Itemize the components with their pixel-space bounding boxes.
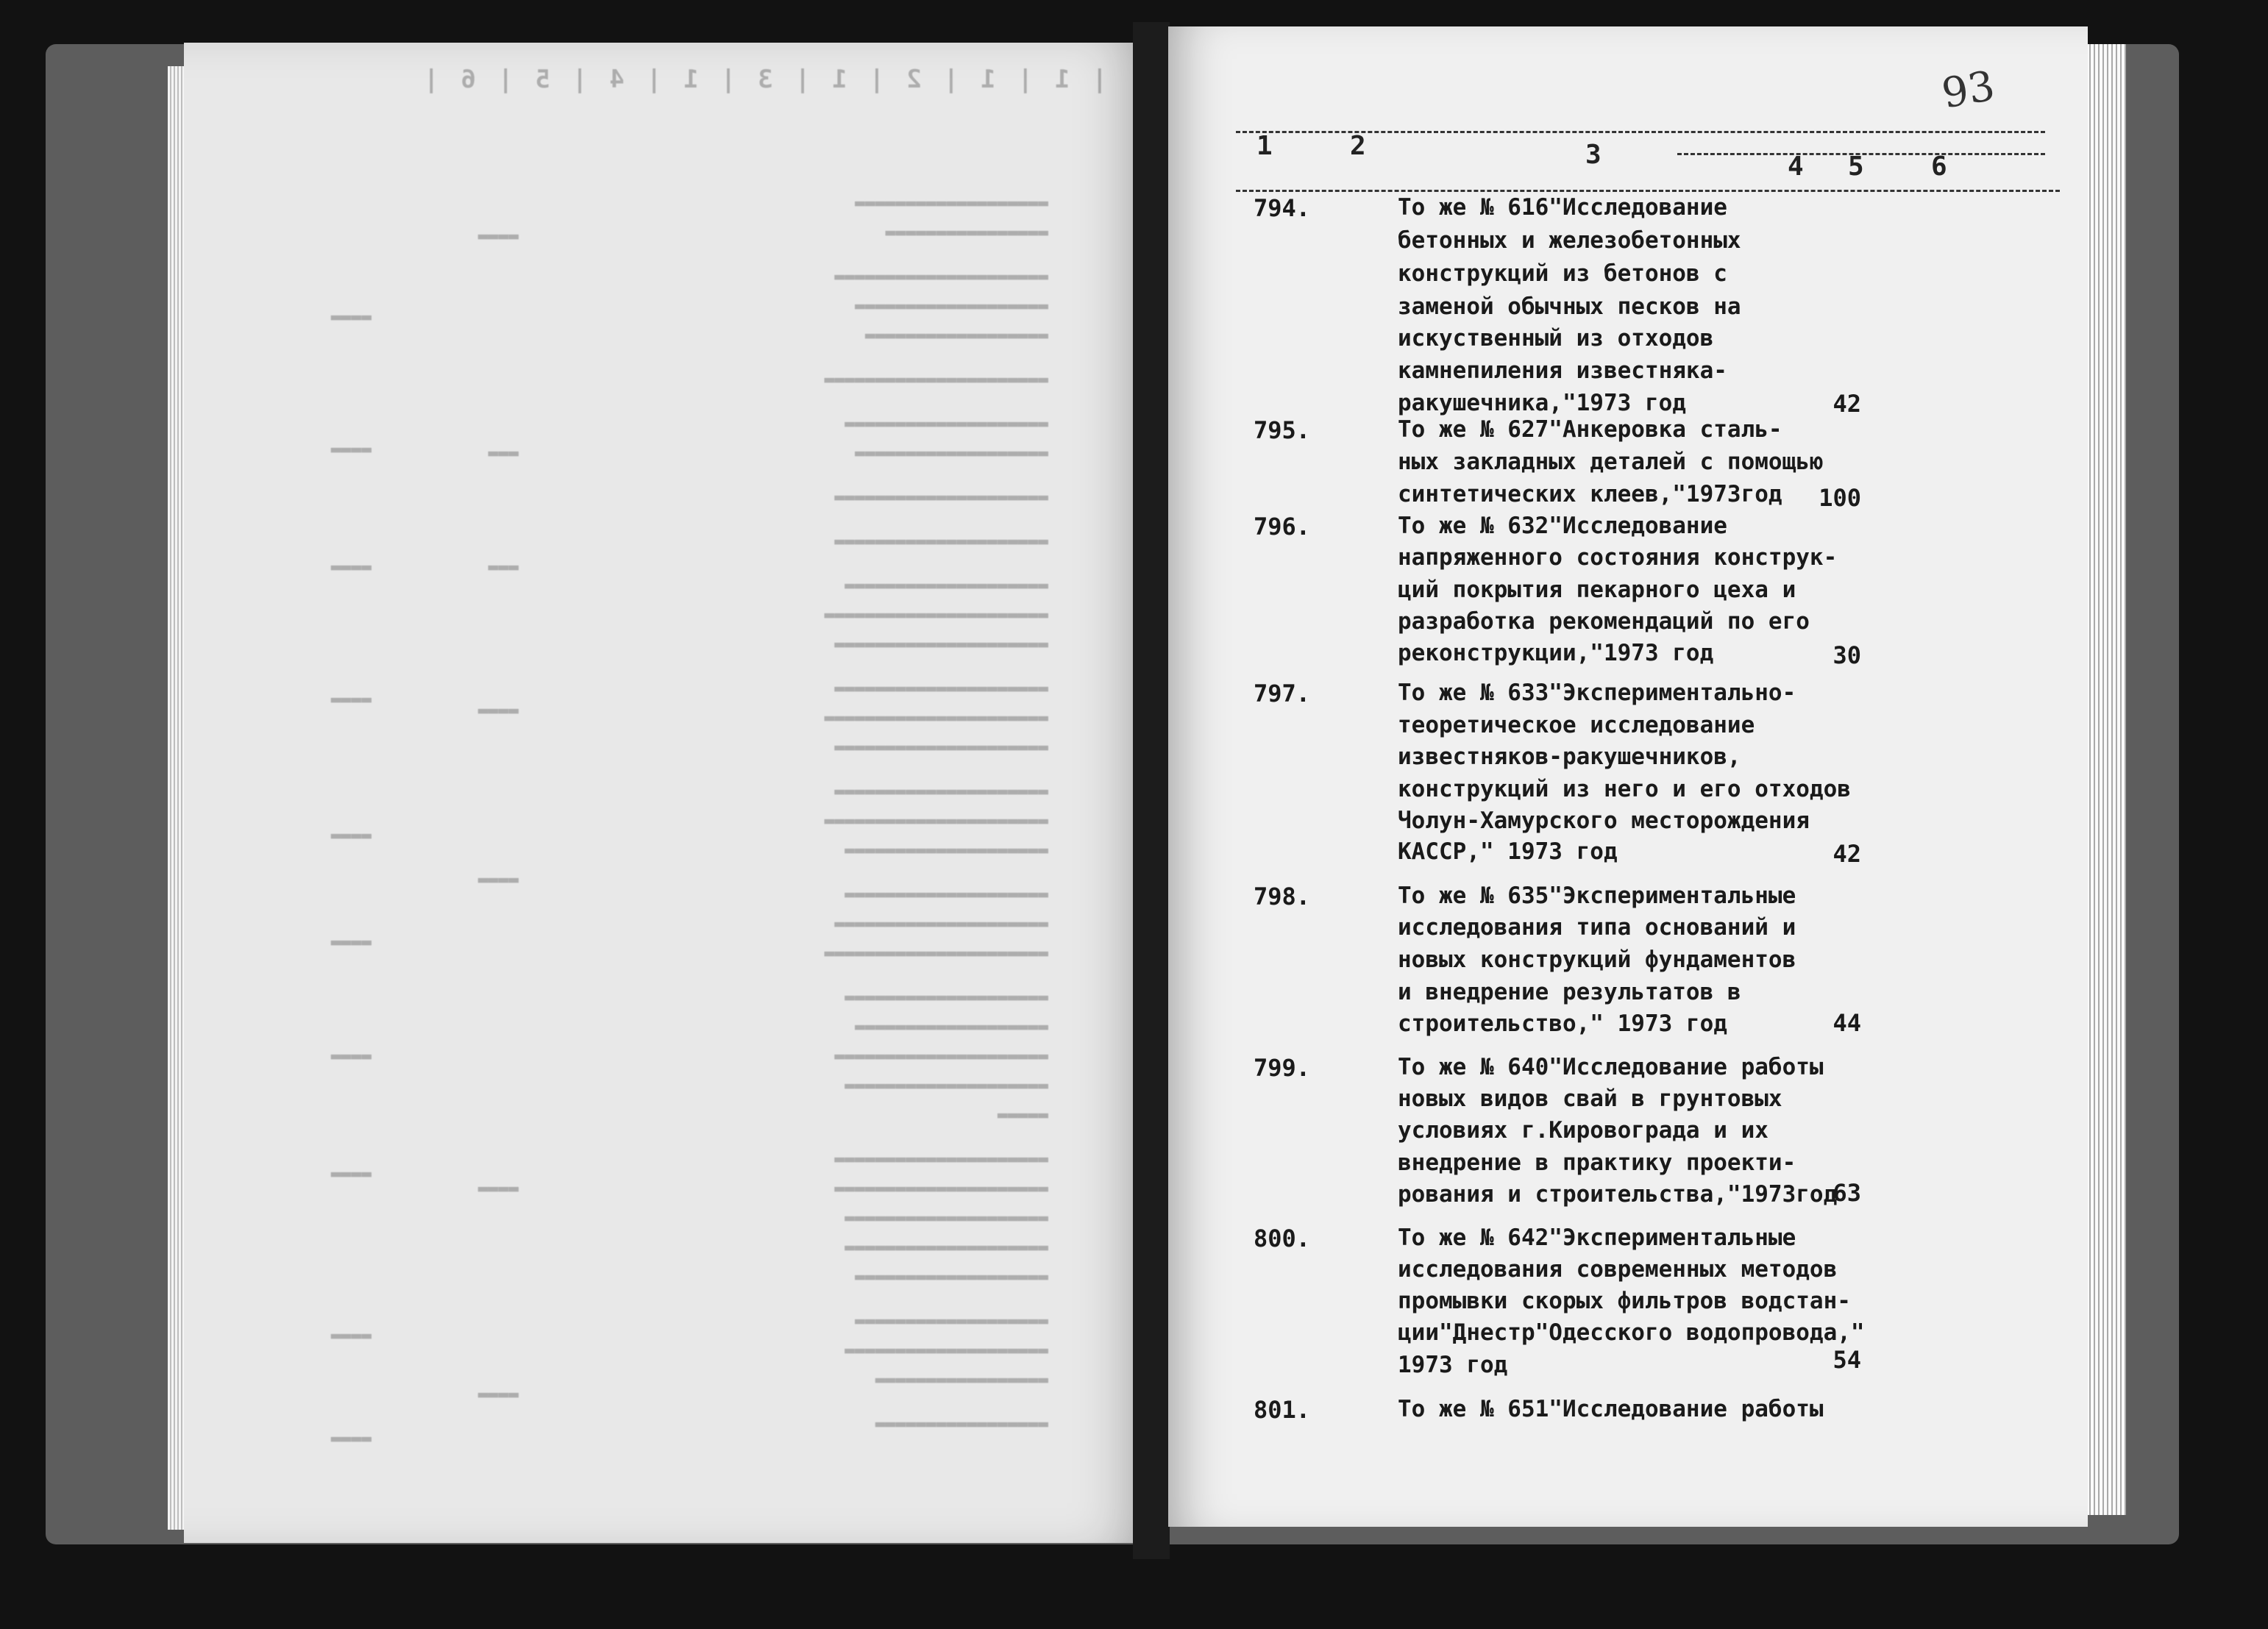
entry-number: 794. xyxy=(1254,194,1311,222)
entry-text-line: ции"Днестр"Одесского водопровода," xyxy=(1398,1319,1865,1346)
entry-text-line: и внедрение результатов в xyxy=(1398,979,1741,1005)
entry-value: 63 xyxy=(1832,1179,1861,1207)
entry-text-line: 1973 год xyxy=(1398,1352,1508,1378)
entry-number: 801. xyxy=(1254,1396,1311,1424)
entry-number: 800. xyxy=(1254,1225,1311,1252)
column-header-2: 2 xyxy=(1350,131,1366,161)
entry-text-line: То же № 642"Экспериментальные xyxy=(1398,1225,1796,1251)
entry-text-line: синтетических клеев,"1973год xyxy=(1398,481,1782,507)
entry-text-line: промывки скорых фильтров водстан- xyxy=(1398,1288,1851,1314)
entry-number: 799. xyxy=(1254,1054,1311,1082)
entry-text-line: условиях г.Кировограда и их xyxy=(1398,1117,1768,1144)
column-header-4: 4 xyxy=(1788,152,1804,182)
entry-text-line: исследования типа оснований и xyxy=(1398,914,1796,941)
entry-number: 795. xyxy=(1254,416,1311,444)
entry-text-line: конструкций из него и его отходов xyxy=(1398,776,1851,802)
header-rule-bottom xyxy=(1236,190,2060,192)
entry-text-line: бетонных и железобетонных xyxy=(1398,227,1741,254)
entry-text-line: теоретическое исследование xyxy=(1398,712,1755,738)
entry-text-line: То же № 627"Анкеровка сталь- xyxy=(1398,416,1782,443)
entry-value: 42 xyxy=(1832,840,1861,868)
entry-value: 30 xyxy=(1832,641,1861,669)
entry-text-line: внедрение в практику проекти- xyxy=(1398,1149,1796,1176)
entry-text-line: камнепиления известняка- xyxy=(1398,357,1727,384)
entry-text-line: ций покрытия пекарного цеха и xyxy=(1398,577,1796,603)
column-header-5: 5 xyxy=(1848,152,1864,182)
entry-text-line: реконструкции,"1973 год xyxy=(1398,640,1714,666)
entry-text-line: напряженного состояния конструк- xyxy=(1398,544,1838,571)
entry-text-line: То же № 632"Исследование xyxy=(1398,513,1727,539)
entry-number: 797. xyxy=(1254,680,1311,707)
entry-number: 796. xyxy=(1254,513,1311,541)
entry-text-line: Чолун-Хамурского месторождения xyxy=(1398,808,1810,834)
entry-text-line: строительство," 1973 год xyxy=(1398,1010,1727,1037)
entry-text-line: конструкций из бетонов с xyxy=(1398,260,1727,287)
entry-value: 54 xyxy=(1832,1346,1861,1374)
entry-text-line: рования и строительства,"1973год xyxy=(1398,1181,1838,1208)
entry-text-line: новых видов свай в грунтовых xyxy=(1398,1086,1782,1112)
entry-number: 798. xyxy=(1254,883,1311,910)
entry-text-line: То же № 635"Экспериментальные xyxy=(1398,883,1796,909)
entry-value: 42 xyxy=(1832,390,1861,418)
entry-text-line: То же № 633"Экспериментально- xyxy=(1398,680,1796,706)
column-header-3: 3 xyxy=(1585,140,1602,170)
entry-text-line: То же № 640"Исследование работы xyxy=(1398,1054,1824,1080)
entry-text-line: ных закладных деталей с помощью xyxy=(1398,449,1824,475)
entry-text-line: исследования современных методов xyxy=(1398,1256,1838,1283)
entry-text-line: разработка рекомендаций по его xyxy=(1398,608,1810,635)
entry-text-line: искуственный из отходов xyxy=(1398,325,1714,352)
entry-text-line: новых конструкций фундаментов xyxy=(1398,947,1796,973)
entry-text-line: То же № 651"Исследование работы xyxy=(1398,1396,1824,1422)
entry-text-line: ракушечника,"1973 год xyxy=(1398,390,1686,416)
column-header-1: 1 xyxy=(1256,131,1273,161)
entry-text-line: То же № 616"Исследование xyxy=(1398,194,1727,221)
entry-value: 44 xyxy=(1832,1009,1861,1037)
entry-text-line: известняков-ракушечников, xyxy=(1398,744,1741,770)
left-page-bleed-through: |1|1|2|1|3|1|4|5|6| ▬▬▬▬▬▬▬▬▬▬▬▬▬▬▬▬▬▬▬ ▬▬▬▬▬▬▬▬▬▬▬▬▬▬▬▬ ▬▬▬▬▬▬▬▬▬▬▬▬▬▬▬▬▬▬▬▬▬ ▬▬▬▬▬▬▬▬▬▬▬▬▬▬▬▬▬▬▬ ▬▬▬▬▬▬▬▬▬▬▬▬▬▬▬▬▬▬ ▬▬▬▬▬▬▬▬▬▬▬▬▬▬▬▬▬▬▬▬▬▬ ▬▬▬▬▬▬▬▬▬▬▬▬▬▬▬▬▬▬▬▬ ▬▬▬▬▬▬▬▬▬▬▬▬▬▬▬▬▬▬▬ ▬▬▬▬▬▬▬▬▬▬▬▬▬▬▬▬▬▬▬▬▬ ▬▬▬▬▬▬▬▬▬▬▬▬▬▬▬▬▬▬▬▬▬ ▬▬▬▬▬▬▬▬▬▬▬▬▬▬▬▬▬▬▬▬ ▬▬▬▬▬▬▬▬▬▬▬▬▬▬▬▬▬▬▬▬▬▬ ▬▬▬▬▬▬▬▬▬▬▬▬▬▬▬▬▬▬▬▬▬ ▬▬▬▬▬▬▬▬▬▬▬▬▬▬▬▬▬▬▬▬▬ ▬▬▬▬▬▬▬▬▬▬▬▬▬▬▬▬▬▬▬▬▬▬ ▬▬▬▬▬▬▬▬▬▬▬▬▬▬▬▬▬▬▬▬▬ ▬▬▬▬▬▬▬▬▬▬▬▬▬▬▬▬▬▬▬▬▬ ▬▬▬▬▬▬▬▬▬▬▬▬▬▬▬▬▬▬▬▬▬▬ ▬▬▬▬▬▬▬▬▬▬▬▬▬▬▬▬▬▬▬▬ ▬▬▬▬▬▬▬▬▬▬▬▬▬▬▬▬▬▬▬▬ ▬▬▬▬▬▬▬▬▬▬▬▬▬▬▬▬▬▬▬▬▬ ▬▬▬▬▬▬▬▬▬▬▬▬▬▬▬▬▬▬▬▬▬▬ ▬▬▬▬▬▬▬▬▬▬▬▬▬▬▬▬▬▬▬▬ ▬▬▬▬▬▬▬▬▬▬▬▬▬▬▬▬▬▬▬ ▬▬▬▬▬▬▬▬▬▬▬▬▬▬▬▬▬▬▬▬▬ ▬▬▬▬▬▬▬▬▬▬▬▬▬▬▬▬▬▬▬▬ ▬▬▬▬▬ ▬▬▬▬▬▬▬▬▬▬▬▬▬▬▬▬▬▬▬▬▬ ▬▬▬▬▬▬▬▬▬▬▬▬▬▬▬▬▬▬▬▬▬ ▬▬▬▬▬▬▬▬▬▬▬▬▬▬▬▬▬▬▬▬ ▬▬▬▬▬▬▬▬▬▬▬▬▬▬▬▬▬▬▬▬ ▬▬▬▬▬▬▬▬▬▬▬▬▬▬▬▬▬▬▬ ▬▬▬▬▬▬▬▬▬▬▬▬▬▬▬▬▬▬▬ ▬▬▬▬▬▬▬▬▬▬▬▬▬▬▬▬▬▬▬▬ ▬▬▬▬▬▬▬▬▬▬▬▬▬▬▬▬▬ ▬▬▬▬▬▬▬▬▬▬▬▬▬▬▬▬▬ ▬▬▬▬ ▬▬▬ ▬▬▬ ▬▬▬▬ ▬▬▬▬ ▬▬▬▬ ▬▬▬▬ ▬▬▬▬ ▬▬▬▬ ▬▬▬▬ ▬▬▬▬ ▬▬▬▬ ▬▬▬▬ ▬▬▬▬ ▬▬▬▬ ▬▬▬▬ ▬▬▬▬ xyxy=(330,65,1107,1448)
entry-text-line: КАССР," 1973 год xyxy=(1398,838,1618,865)
column-header-6: 6 xyxy=(1931,152,1947,182)
page-number-handwritten: 93 xyxy=(1938,62,1999,118)
entry-text-line: заменой обычных песков на xyxy=(1398,293,1741,320)
book-spine xyxy=(1133,22,1170,1559)
entry-value: 100 xyxy=(1819,484,1861,512)
